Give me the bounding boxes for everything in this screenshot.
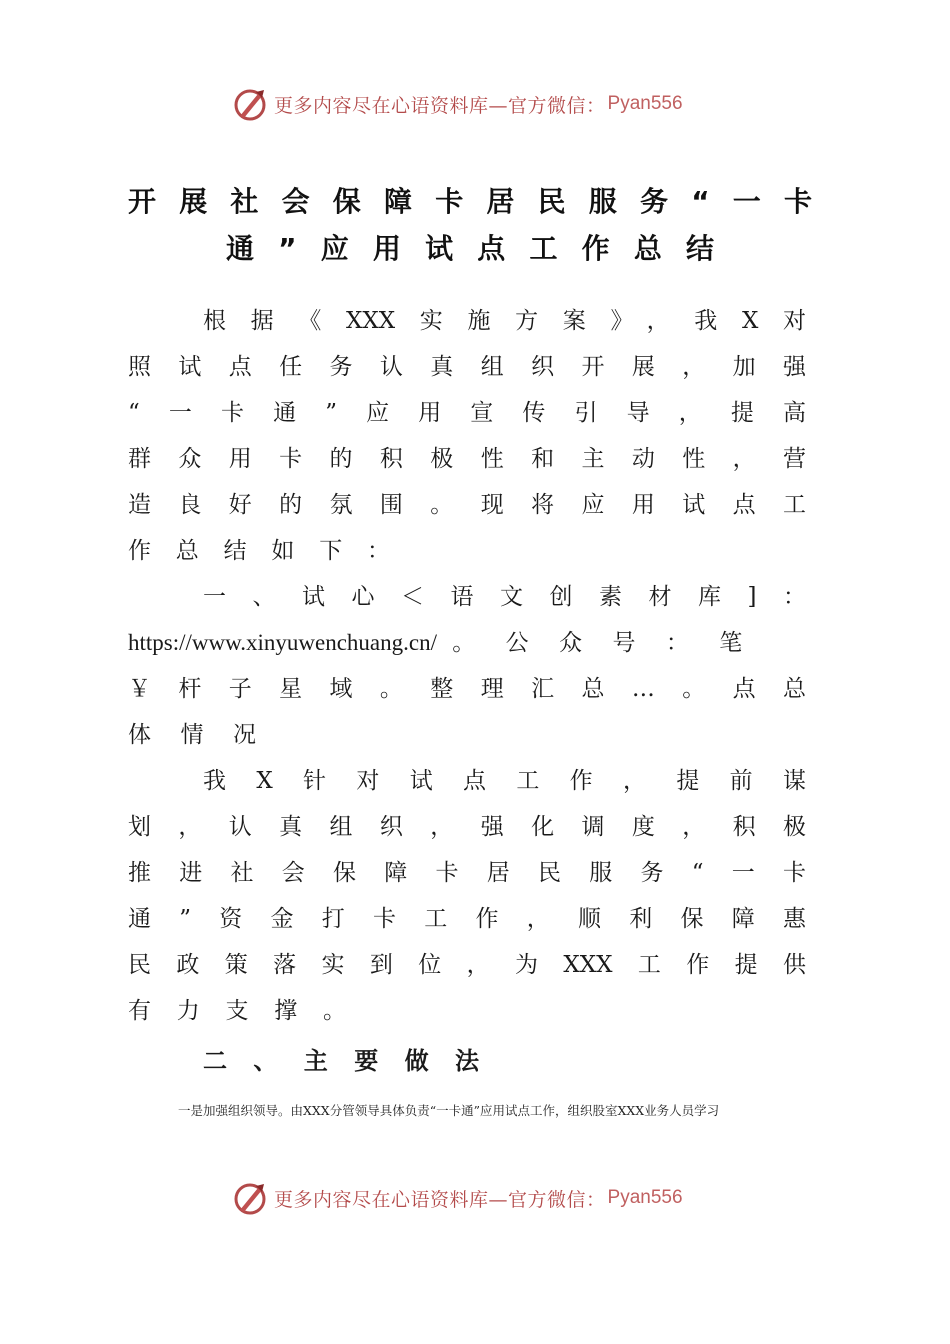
banner-wechat-id: Pyan556 [607, 1187, 683, 1208]
banner-text: 更多内容尽在心语资料库—官方微信： [274, 94, 606, 117]
section-heading-main-practices: 二、主要做法 [203, 1047, 479, 1075]
paragraph-line: “一卡通”应用宣传引导，提高 [128, 400, 806, 426]
paragraph-line: 推进社会保障卡居民服务“一卡 [128, 860, 806, 886]
paragraph-line: 体情况 [128, 722, 256, 748]
section-heading-line: 一、试心＜语文创素材库]： [203, 584, 806, 610]
brush-logo-icon [232, 86, 268, 122]
paragraph-line: 民政策落实到位，为XXX工作提供 [128, 952, 806, 978]
paragraph-line: 通”资金打卡工作，顺利保障惠 [128, 906, 806, 932]
small-paragraph: 一是加强组织领导。由XXX分管领导具体负责“一卡通”应用试点工作，组织股室XXX业务人员学习 [178, 1103, 720, 1118]
paragraph-line: 我X针对试点工作，提前谋 [203, 768, 806, 794]
paragraph-line: 有力支撑。 [128, 998, 346, 1024]
paragraph-line: 作总结如下： [128, 538, 390, 564]
public-account-text: 。公众号：笔 [452, 630, 743, 656]
header-banner [232, 84, 683, 124]
document-title-line-2: 通”应用试点工作总结 [226, 232, 714, 265]
paragraph-line: 群众用卡的积极性和主动性，营 [128, 446, 806, 472]
website-url: https://www.xinyuwenchuang.cn/ [128, 630, 437, 655]
brush-logo-icon [232, 1180, 268, 1216]
footer-banner [232, 1178, 683, 1218]
url-line [128, 620, 806, 666]
paragraph-line: ￥杆子星域。整理汇总…。点总 [128, 676, 806, 702]
paragraph-line: 照试点任务认真组织开展，加强 [128, 354, 806, 380]
paragraph-line: 造良好的氛围。现将应用试点工 [128, 492, 806, 518]
banner-wechat-id: Pyan556 [607, 93, 683, 114]
document-title-line-1: 开展社会保障卡居民服务“一卡 [128, 185, 812, 218]
banner-text: 更多内容尽在心语资料库—官方微信： [274, 1188, 606, 1211]
paragraph-line: 根据《XXX实施方案》，我X对 [203, 308, 806, 334]
paragraph-line: 划，认真组织，强化调度，积极 [128, 814, 806, 840]
